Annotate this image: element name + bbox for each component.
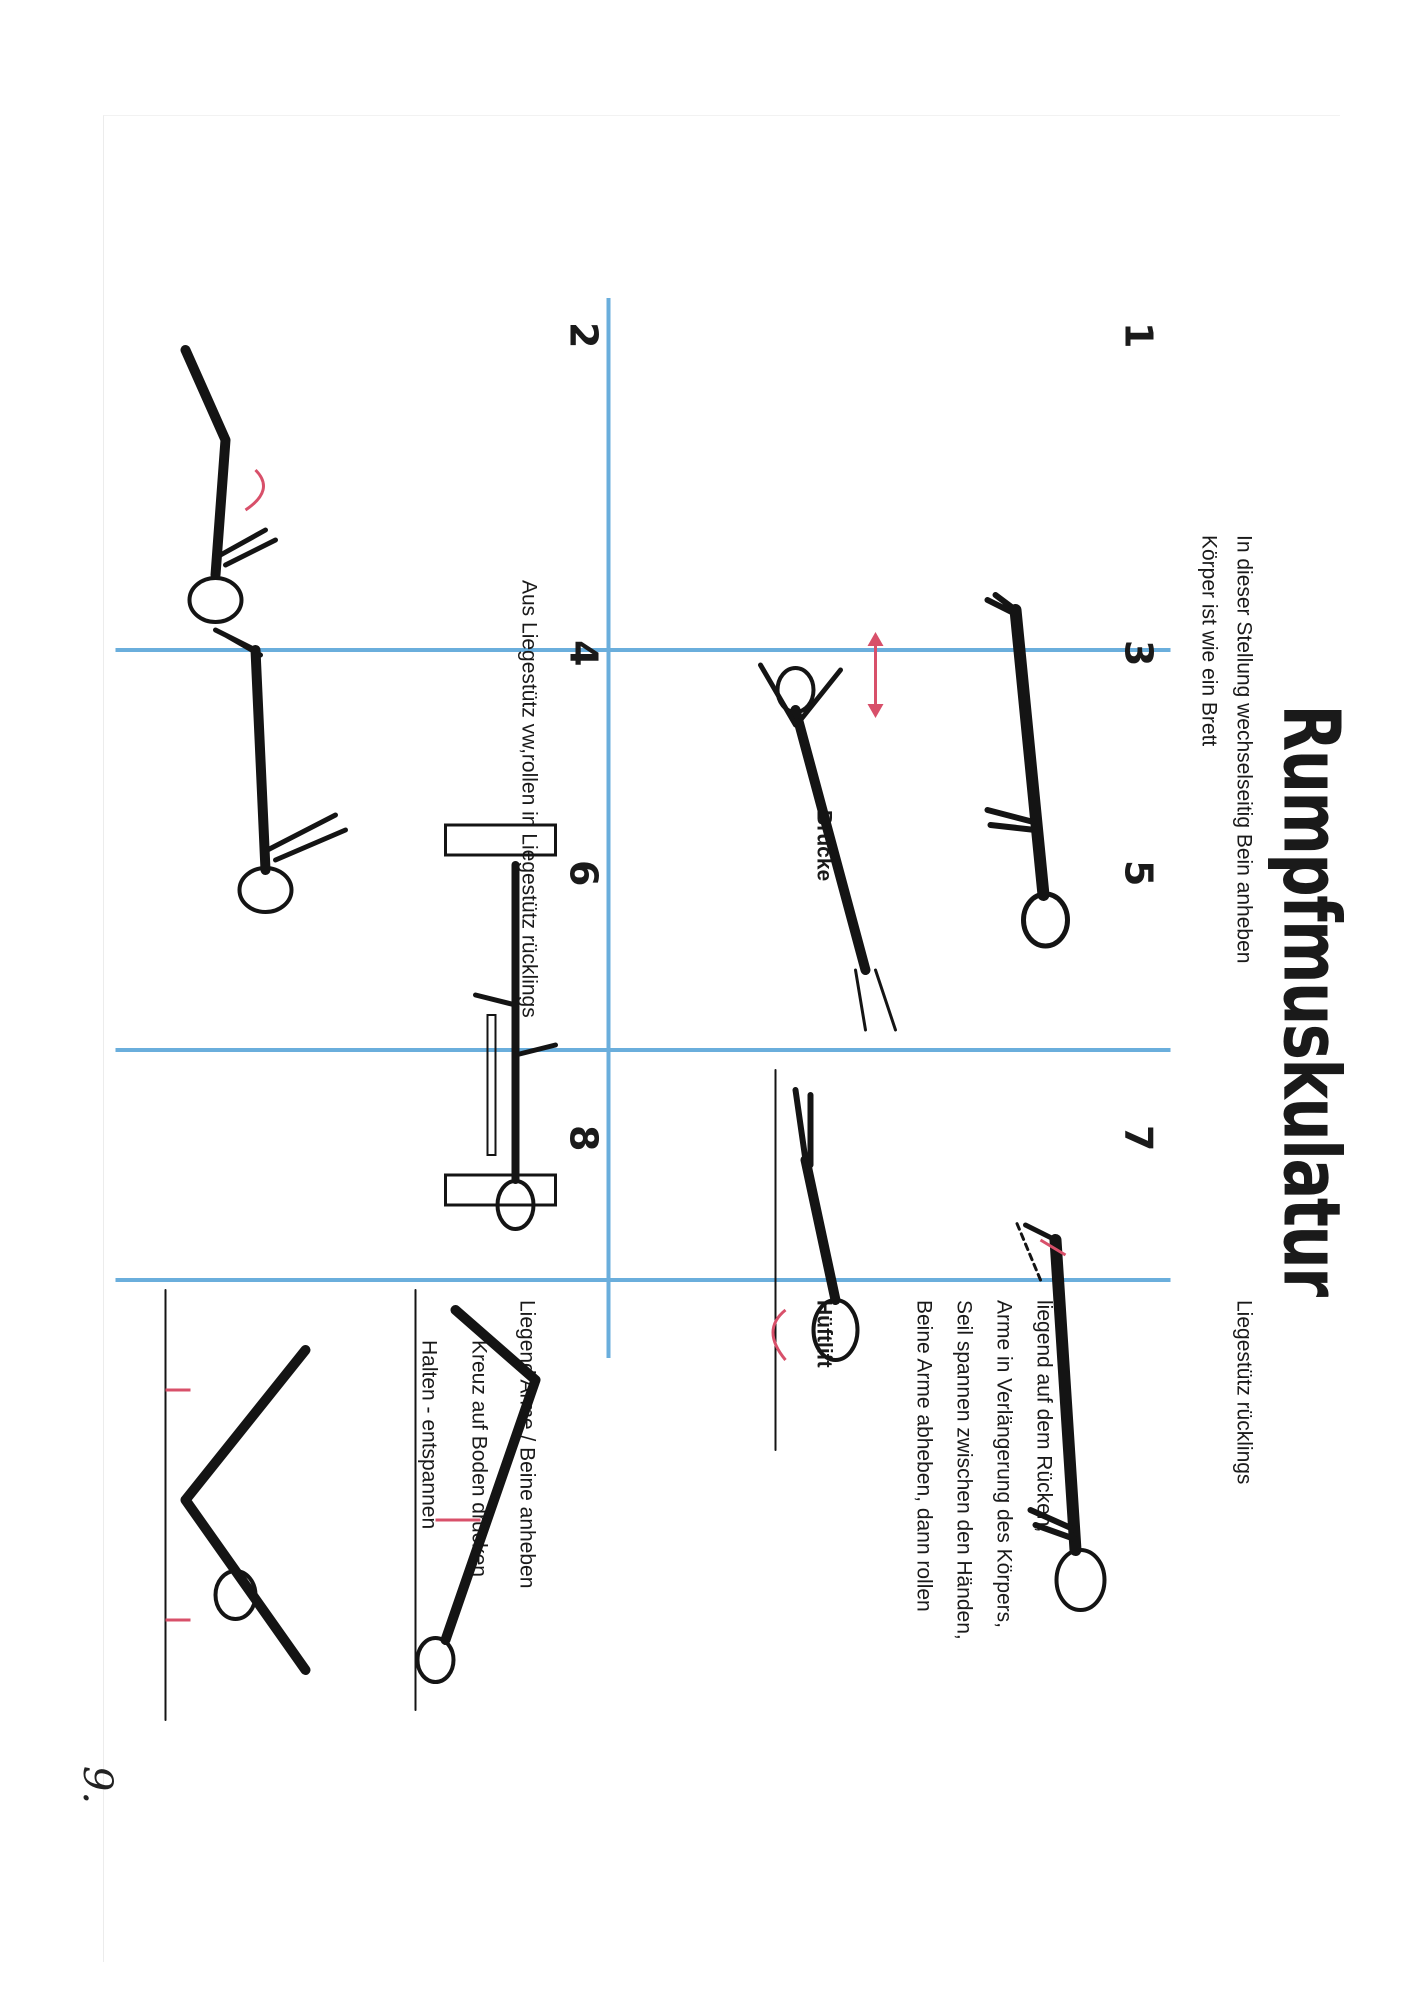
- exercise-number-7: 7: [1116, 1125, 1161, 1152]
- exercise-number-3: 3: [1116, 640, 1161, 667]
- exercise-8-caption-line-3: Halten - entspannen: [417, 1340, 441, 1530]
- exercise-4-figure: [756, 1070, 936, 1450]
- exercise-7-caption: Aus Liegestütz vw,rollen in Liegestütz rücklings: [517, 580, 541, 1018]
- exercise-4-caption-line-3: Seil spannen zwischen den Händen,: [952, 1300, 976, 1640]
- exercise-8-caption-line-1: Liegend Arme / Beine anheben: [515, 1300, 539, 1589]
- exercise-7-figure-2: [146, 310, 386, 630]
- grid-divider-vertical-2: [116, 1048, 1171, 1052]
- exercise-number-2: 2: [561, 322, 606, 349]
- exercise-number-4: 4: [561, 640, 606, 667]
- exercise-8-figure: [126, 1290, 386, 1720]
- exercise-1-figure: [946, 570, 1106, 970]
- exercise-number-1: 1: [1116, 322, 1161, 349]
- exercise-number-6: 6: [561, 860, 606, 887]
- exercise-2-caption: Liegestütz rücklings: [1232, 1300, 1256, 1485]
- exercise-4-caption-line-1: liegend auf dem Rücken,: [1032, 1300, 1056, 1533]
- exercise-6-figure: [386, 1290, 606, 1710]
- page-number-mark: 9.: [74, 1765, 121, 1805]
- exercise-4-caption-line-4: Beine Arme abheben, dann rollen: [912, 1300, 936, 1612]
- exercise-7-figure-1: [166, 610, 386, 940]
- exercise-6-caption: Hüftlift: [812, 1300, 836, 1368]
- exercise-2-figure: [976, 1200, 1136, 1620]
- worksheet: [66, 250, 1366, 1750]
- exercise-8-caption-line-2: Kreuz auf Boden drücken: [467, 1340, 491, 1577]
- exercise-number-8: 8: [561, 1125, 606, 1152]
- exercise-1-caption-line-1: In dieser Stellung wechselseitig Bein anheben: [1232, 535, 1256, 964]
- page-title: Rumpfmuskulatur: [1265, 704, 1356, 1296]
- exercise-1-caption-line-2: Körper ist wie ein Brett: [1197, 535, 1221, 747]
- exercise-number-5: 5: [1116, 860, 1161, 887]
- exercise-4-caption-line-2: Arme in Verlängerung des Körpers,: [992, 1300, 1016, 1629]
- exercise-3-figure: [736, 610, 936, 1040]
- rotated-page: [1, 0, 1415, 2000]
- exercise-5-figure: [416, 805, 616, 1235]
- exercise-5-caption: Brücke: [812, 810, 836, 882]
